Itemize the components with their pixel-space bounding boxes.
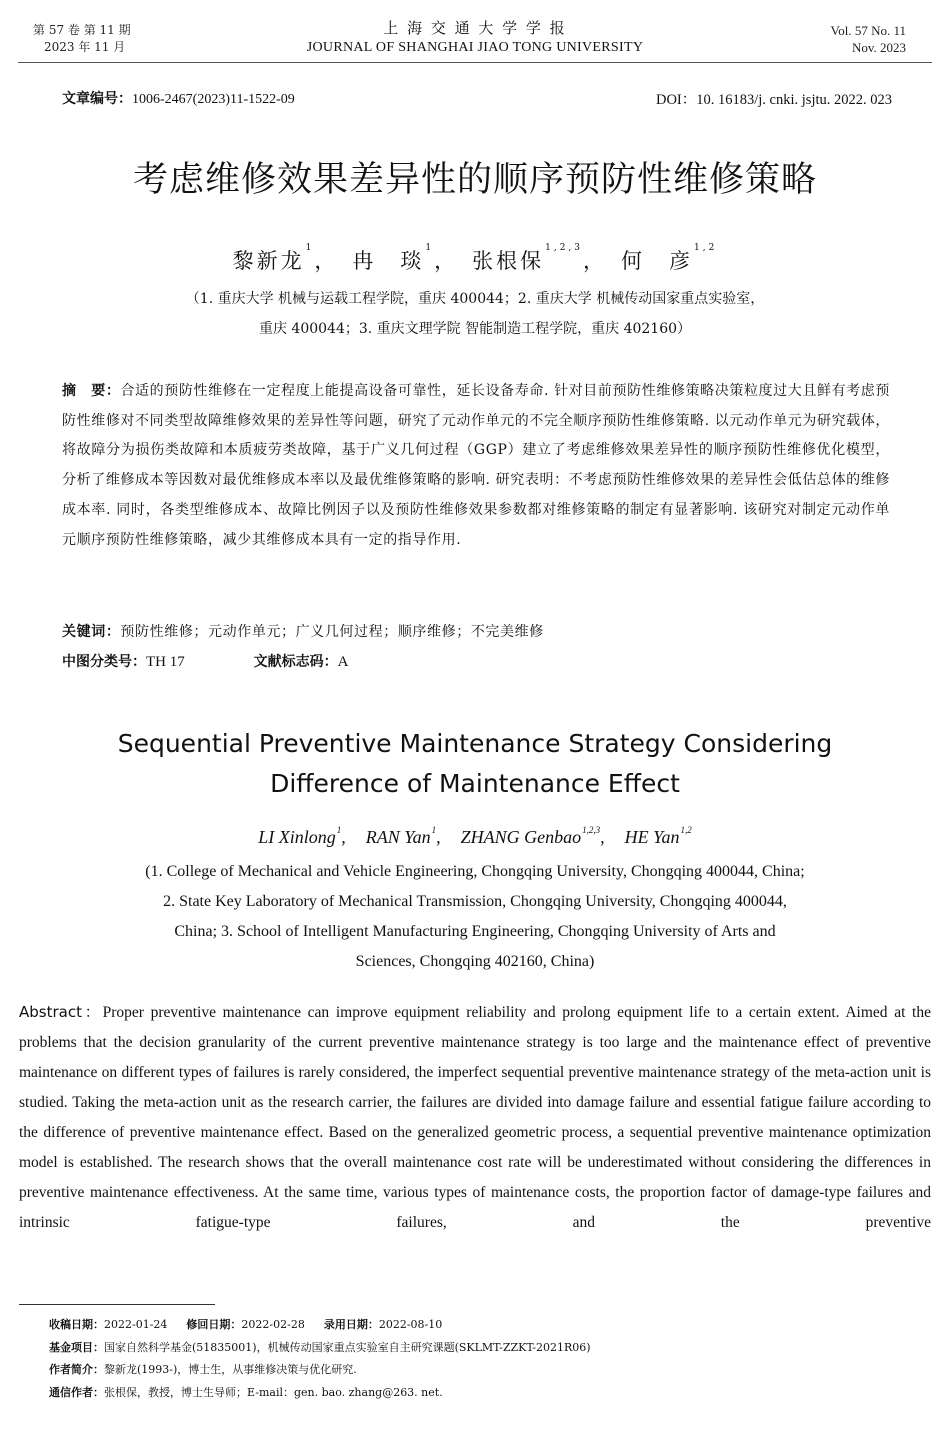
- affiliation-en-line: (1. College of Mechanical and Vehicle Engineering, Chongqing University, Chongqing 400044, China;: [145, 863, 805, 880]
- affiliations-zh: [0, 284, 950, 344]
- header-rule: [18, 62, 932, 63]
- header-center: [225, 18, 725, 58]
- journal-name-en: JOURNAL OF SHANGHAI JIAO TONG UNIVERSITY: [306, 40, 644, 55]
- affiliation-en-line: 2. State Key Laboratory of Mechanical Transmission, Chongqing University, Chongqing 400044,: [163, 893, 787, 910]
- author-zh: 黎新龙$^1$，: [232, 243, 339, 273]
- abstract-en-label: Abstract：: [19, 1003, 103, 1021]
- revised-label: 修回日期: [186, 1318, 231, 1331]
- accepted-label: 录用日期: [323, 1318, 368, 1331]
- author-bio-value: 黎新龙(1993-)，博士生，从事维修决策与优化研究.: [104, 1363, 357, 1376]
- author-bio-label: 作者简介: [49, 1363, 93, 1376]
- article-number: 文章编号：1006-2467(2023)11-1522-09: [62, 91, 295, 107]
- doi-label: DOI: [655, 92, 682, 108]
- keywords-zh: 关键词：预防性维修；元动作单元；广义几何过程；顺序维修；不完美维修: [62, 624, 544, 640]
- footnote-dates: 收稿日期：2022-01-24 修回日期：2022-02-28 录用日期：2022-08-10: [49, 1318, 443, 1331]
- affiliation-zh-line: （1. 重庆大学 机械与运载工程学院，重庆 400044；2. 重庆大学 机械传动国家重点实验室，: [185, 291, 765, 307]
- doc-code-label: 文献标志码: [253, 654, 324, 670]
- fund-value: 国家自然科学基金(51835001)，机械传动国家重点实验室自主研究课题(SKLMT-ZZKT-2021R06): [104, 1340, 591, 1354]
- doi-value: 10. 16183/j. cnki. jsjtu. 2022. 023: [696, 92, 892, 108]
- issue-date: 2023 年 11 月: [44, 40, 126, 54]
- accepted-value: 2022-08-10: [378, 1318, 443, 1331]
- footnote-rule: [19, 1304, 215, 1305]
- footnotes: [49, 1314, 929, 1404]
- author-en: RAN Yan$^1$,: [365, 825, 441, 847]
- footnote-fund: 基金项目：国家自然科学基金(51835001)，机械传动国家重点实验室自主研究课题(SKLMT-ZZKT-2021R06): [49, 1340, 591, 1354]
- clc-value: TH 17: [146, 654, 185, 670]
- journal-name-zh: 上 海 交 通 大 学 学 报: [383, 19, 567, 37]
- author-zh: 冉 琰$^1$，: [352, 243, 459, 273]
- header-right: [831, 22, 906, 56]
- author-zh: 何 彦$^{1,2}$: [621, 243, 718, 273]
- received-label: 收稿日期: [49, 1318, 93, 1331]
- author-en: HE Yan$^{1,2}$: [624, 825, 692, 847]
- affiliations-en: [0, 857, 950, 977]
- title-zh: 考虑维修效果差异性的顺序预防性维修策略: [132, 160, 817, 200]
- article-number-label: 文章编号: [62, 91, 118, 107]
- corresponding-label: 通信作者: [49, 1385, 93, 1399]
- corresponding-value: 张根保，教授，博士生导师；E-mail：gen. bao. zhang@263. net.: [104, 1385, 443, 1399]
- classification: 中图分类号：TH 17 文献标志码：A: [62, 654, 349, 670]
- issue-date-en: Nov. 2023: [851, 40, 906, 55]
- affiliation-en-line: Sciences, Chongqing 402160, China): [355, 953, 595, 970]
- revised-value: 2022-02-28: [241, 1318, 305, 1331]
- keywords-text: 预防性维修；元动作单元；广义几何过程；顺序维修；不完美维修: [120, 624, 544, 640]
- article-number-value: 1006-2467(2023)11-1522-09: [132, 92, 295, 107]
- abstract-en-text: Proper preventive maintenance can improve equipment reliability and prolong equipment life to a certain extent. Aimed at the problems that the decision granularity of the current preventive maintenance strategy is too large and the maintenance effect of preventive maintenance on different types of failures is rarely considered, the imperfect sequential preventive maintenance strategy of the meta-action unit is studied. Taking the meta-action unit as the research carrier, the failures are divided into damage failure and essential fatigue failure according to the difference of preventive maintenance effect. Based on the generalized geometric process, a sequential preventive maintenance optimization model is established. The research shows that the overall maintenance cost rate will be underestimated without considering the differences in preventive maintenance effectiveness. At the same time, various types of maintenance costs, the proportion factor of damage-type failures and intrinsic fatigue-type failures, and the preventive: [19, 1004, 931, 1231]
- title-en: [0, 724, 950, 804]
- fund-label: 基金项目: [49, 1340, 93, 1354]
- author-zh: 张根保$^{1,2,3}$，: [472, 243, 608, 273]
- author-en: LI Xinlong$^1$,: [258, 825, 346, 847]
- received-value: 2022-01-24: [104, 1318, 168, 1331]
- authors-zh: [0, 245, 950, 275]
- clc-label: 中图分类号: [62, 654, 132, 670]
- footnote-author: 作者简介：黎新龙(1993-)，博士生，从事维修决策与优化研究.: [49, 1363, 357, 1376]
- abstract-zh: 摘 要：合适的预防性维修在一定程度上能提高设备可靠性，延长设备寿命. 针对目前预防性维修策略决策粒度过大且鲜有考虑预防性维修对不同类型故障维修效果的差异性等问题，研究了元动作单元的不完全顺序预防性维修策略. 以元动作单元为研究载体，将故障分为损伤类故障和本质疲劳类故障，基于广义几何过程（GGP）建立了考虑维修效果差异性的顺序预防性维修优化模型，分析了维修成本等因数对最优维修成本率以及最优维修策略的影响. 研究表明：不考虑预防性维修效果的差异性会低估总体的维修成本率. 同时，各类型维修成本、故障比例因子以及预防性维修效果参数都对维修策略的制定有显著影响. 该研究对制定元动作单元顺序预防性维修策略，减少其维修成本具有一定的指导作用.: [62, 383, 890, 548]
- title-en-line: Difference of Maintenance Effect: [270, 769, 680, 798]
- abstract-zh-label: 摘 要: [62, 383, 106, 399]
- volume-issue-en: Vol. 57 No. 11: [830, 23, 906, 38]
- authors-en: [0, 827, 950, 848]
- keywords-label: 关键词: [62, 624, 106, 640]
- header-left: [33, 22, 131, 56]
- affiliation-en-line: China; 3. School of Intelligent Manufacturing Engineering, Chongqing University of Arts and: [174, 923, 776, 940]
- doi: DOI：10. 16183/j. cnki. jsjtu. 2022. 023: [655, 92, 892, 108]
- volume-issue: 第 57 卷 第 11 期: [33, 23, 131, 37]
- title-en-line: Sequential Preventive Maintenance Strategy Considering: [117, 729, 833, 758]
- footnote-corresponding: 通信作者：张根保，教授，博士生导师；E-mail：gen. bao. zhang@263. net.: [49, 1385, 443, 1399]
- author-en: ZHANG Genbao$^{1,2,3}$,: [460, 825, 605, 847]
- affiliation-zh-line: 重庆 400044；3. 重庆文理学院 智能制造工程学院，重庆 402160）: [258, 321, 692, 337]
- abstract-zh-text: 合适的预防性维修在一定程度上能提高设备可靠性，延长设备寿命. 针对目前预防性维修策略决策粒度过大且鲜有考虑预防性维修对不同类型故障维修效果的差异性等问题，研究了元动作单元的不完全顺序预防性维修策略. 以元动作单元为研究载体，将故障分为损伤类故障和本质疲劳类故障，基于广义几何过程（GGP）建立了考虑维修效果差异性的顺序预防性维修优化模型，分析了维修成本等因数对最优维修成本率以及最优维修策略的影响. 研究表明：不考虑预防性维修效果的差异性会低估总体的维修成本率. 同时，各类型维修成本、故障比例因子以及预防性维修效果参数都对维修策略的制定有显著影响. 该研究对制定元动作单元顺序预防性维修策略，减少其维修成本具有一定的指导作用.: [62, 383, 890, 548]
- abstract-en: [19, 997, 931, 1297]
- doc-code-value: A: [337, 654, 349, 670]
